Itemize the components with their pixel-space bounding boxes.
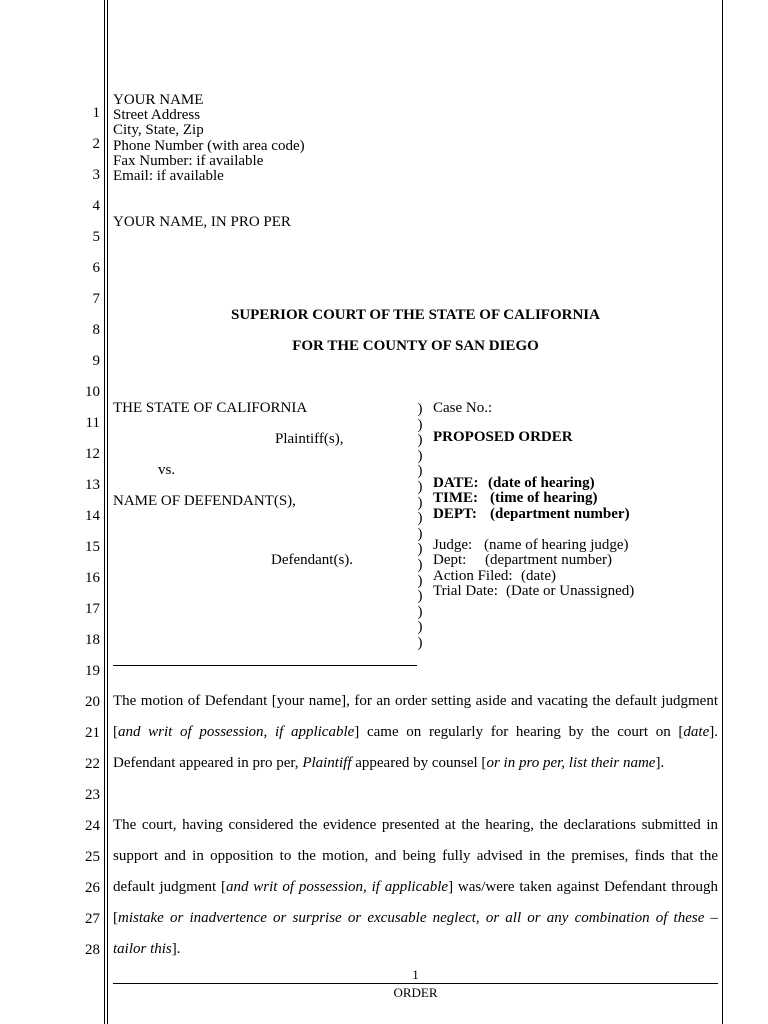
body-text: default judgment [: [113, 879, 226, 895]
hearing-date-value: (date of hearing): [488, 475, 595, 491]
line-number: 8: [92, 322, 100, 338]
caption-paren: ): [417, 557, 423, 573]
left-margin-rule-inner: [107, 0, 108, 1024]
line-number: 12: [85, 446, 100, 462]
body-text: support and in opposition to the motion, and being fully advised in the premises, finds that the: [113, 848, 718, 864]
line-number: 28: [85, 942, 100, 958]
line-number: 26: [85, 880, 100, 896]
caption-paren: ): [417, 416, 423, 433]
body-line: [113, 756, 718, 771]
line-number: 15: [85, 539, 100, 555]
court-county: FOR THE COUNTY OF SAN DIEGO: [292, 338, 539, 354]
body-text: [: [113, 724, 118, 740]
line-number: 21: [85, 725, 100, 741]
header-street: Street Address: [113, 107, 201, 123]
judge-value: (name of hearing judge): [484, 537, 629, 553]
line-number: 14: [85, 508, 100, 524]
hearing-dept-value: (department number): [490, 506, 630, 522]
caption-paren: ): [417, 494, 423, 511]
line-number: 27: [85, 911, 100, 927]
plaintiff-label: Plaintiff(s),: [275, 431, 344, 447]
caption-paren: ): [417, 401, 423, 417]
header-city: City, State, Zip: [113, 122, 204, 138]
document-title: PROPOSED ORDER: [433, 429, 573, 445]
footer-rule: [113, 983, 718, 984]
body-text: The court, having considered the evidence presented at the hearing, the declarations submitted in: [113, 817, 718, 833]
body-line: [113, 694, 718, 709]
body-text-italic: date: [683, 724, 710, 740]
caption-paren: ): [417, 432, 423, 449]
action-filed-label: Action Filed:: [433, 568, 513, 584]
caption-paren: ): [417, 635, 423, 651]
header-fax: Fax Number: if available: [113, 153, 264, 169]
body-text: [: [113, 910, 118, 926]
line-number: 11: [85, 415, 100, 431]
caption-paren: ): [417, 463, 423, 480]
body-text-italic: or in pro per, list their name: [486, 755, 656, 771]
body-line: [113, 880, 718, 895]
body-line: [113, 942, 718, 957]
caption-paren: ): [417, 588, 423, 605]
line-number: 10: [85, 384, 100, 400]
line-number: 7: [92, 291, 100, 307]
line-number: 24: [85, 818, 100, 834]
body-text: ].: [655, 755, 665, 771]
right-margin-rule: [722, 0, 723, 1024]
body-text: Defendant appeared in pro per,: [113, 755, 303, 771]
action-filed-value: (date): [521, 568, 556, 584]
dept-value: (department number): [485, 552, 613, 568]
caption-paren: ): [417, 619, 423, 636]
case-number-label: Case No.:: [433, 400, 493, 416]
line-number: 1: [92, 105, 100, 121]
body-text-italic: mistake or inadvertence or surprise or excusable neglect, or all or any combination of these –: [118, 910, 718, 926]
hearing-date-label: DATE:: [433, 475, 479, 491]
page-number: 1: [412, 967, 419, 982]
line-number: 17: [85, 601, 100, 617]
caption-underline: [113, 665, 417, 666]
line-number: 13: [85, 477, 100, 493]
caption-paren: ): [417, 541, 423, 558]
header-email: Email: if available: [113, 168, 224, 184]
caption-paren: ): [417, 525, 423, 542]
line-number: 25: [85, 849, 100, 865]
line-number: 9: [92, 353, 100, 369]
defendant-name: NAME OF DEFENDANT(S),: [113, 493, 296, 509]
header-pro-per: YOUR NAME, IN PRO PER: [113, 214, 291, 230]
caption-paren: ): [417, 603, 423, 620]
header-phone: Phone Number (with area code): [113, 138, 305, 154]
left-margin-rule-outer: [104, 0, 105, 1024]
trial-date-value: (Date or Unassigned): [506, 583, 635, 599]
line-number: 16: [85, 570, 100, 586]
hearing-dept-label: DEPT:: [433, 506, 477, 522]
line-number: 20: [85, 694, 100, 710]
body-text-italic: and writ of possession, if applicable: [225, 879, 449, 895]
body-text: ] was/were taken against Defendant through: [448, 879, 718, 895]
body-text-italic: and writ of possession, if applicable: [118, 724, 355, 740]
body-text: ] came on regularly for hearing by the court on [: [354, 724, 684, 740]
line-number: 23: [85, 787, 100, 803]
line-number: 18: [85, 632, 100, 648]
judge-label: Judge:: [433, 537, 473, 553]
body-line: [113, 911, 718, 926]
line-number: 2: [92, 136, 100, 152]
hearing-time-value: (time of hearing): [490, 490, 598, 506]
line-number: 5: [92, 229, 100, 245]
body-text: ].: [171, 941, 181, 957]
line-number: 22: [85, 756, 100, 772]
caption-paren: ): [417, 447, 423, 464]
body-line: [113, 725, 718, 740]
caption-paren: ): [417, 510, 423, 527]
body-text-italic: Plaintiff: [302, 755, 352, 771]
line-number: 6: [92, 260, 100, 276]
body-line: [113, 849, 718, 864]
caption-paren: ): [417, 479, 423, 495]
dept-label: Dept:: [433, 552, 467, 568]
plaintiff-name: THE STATE OF CALIFORNIA: [113, 400, 308, 416]
court-title: SUPERIOR COURT OF THE STATE OF CALIFORNIA: [231, 307, 600, 323]
caption-paren: ): [417, 572, 423, 589]
body-text: appeared by counsel [: [351, 755, 487, 771]
footer-title: ORDER: [393, 985, 438, 1000]
body-text-italic: tailor this: [113, 941, 172, 957]
defendant-label: Defendant(s).: [271, 552, 354, 568]
header-name: YOUR NAME: [113, 92, 204, 108]
trial-date-label: Trial Date:: [433, 583, 498, 599]
line-number: 3: [92, 167, 100, 183]
versus: vs.: [158, 462, 176, 478]
hearing-time-label: TIME:: [433, 490, 478, 506]
body-text: The motion of Defendant [your name], for an order setting aside and vacating the default judgment: [113, 693, 718, 709]
body-text: ].: [709, 724, 718, 740]
line-number: 19: [85, 663, 100, 679]
body-line: [113, 818, 718, 833]
line-number: 4: [92, 198, 100, 214]
